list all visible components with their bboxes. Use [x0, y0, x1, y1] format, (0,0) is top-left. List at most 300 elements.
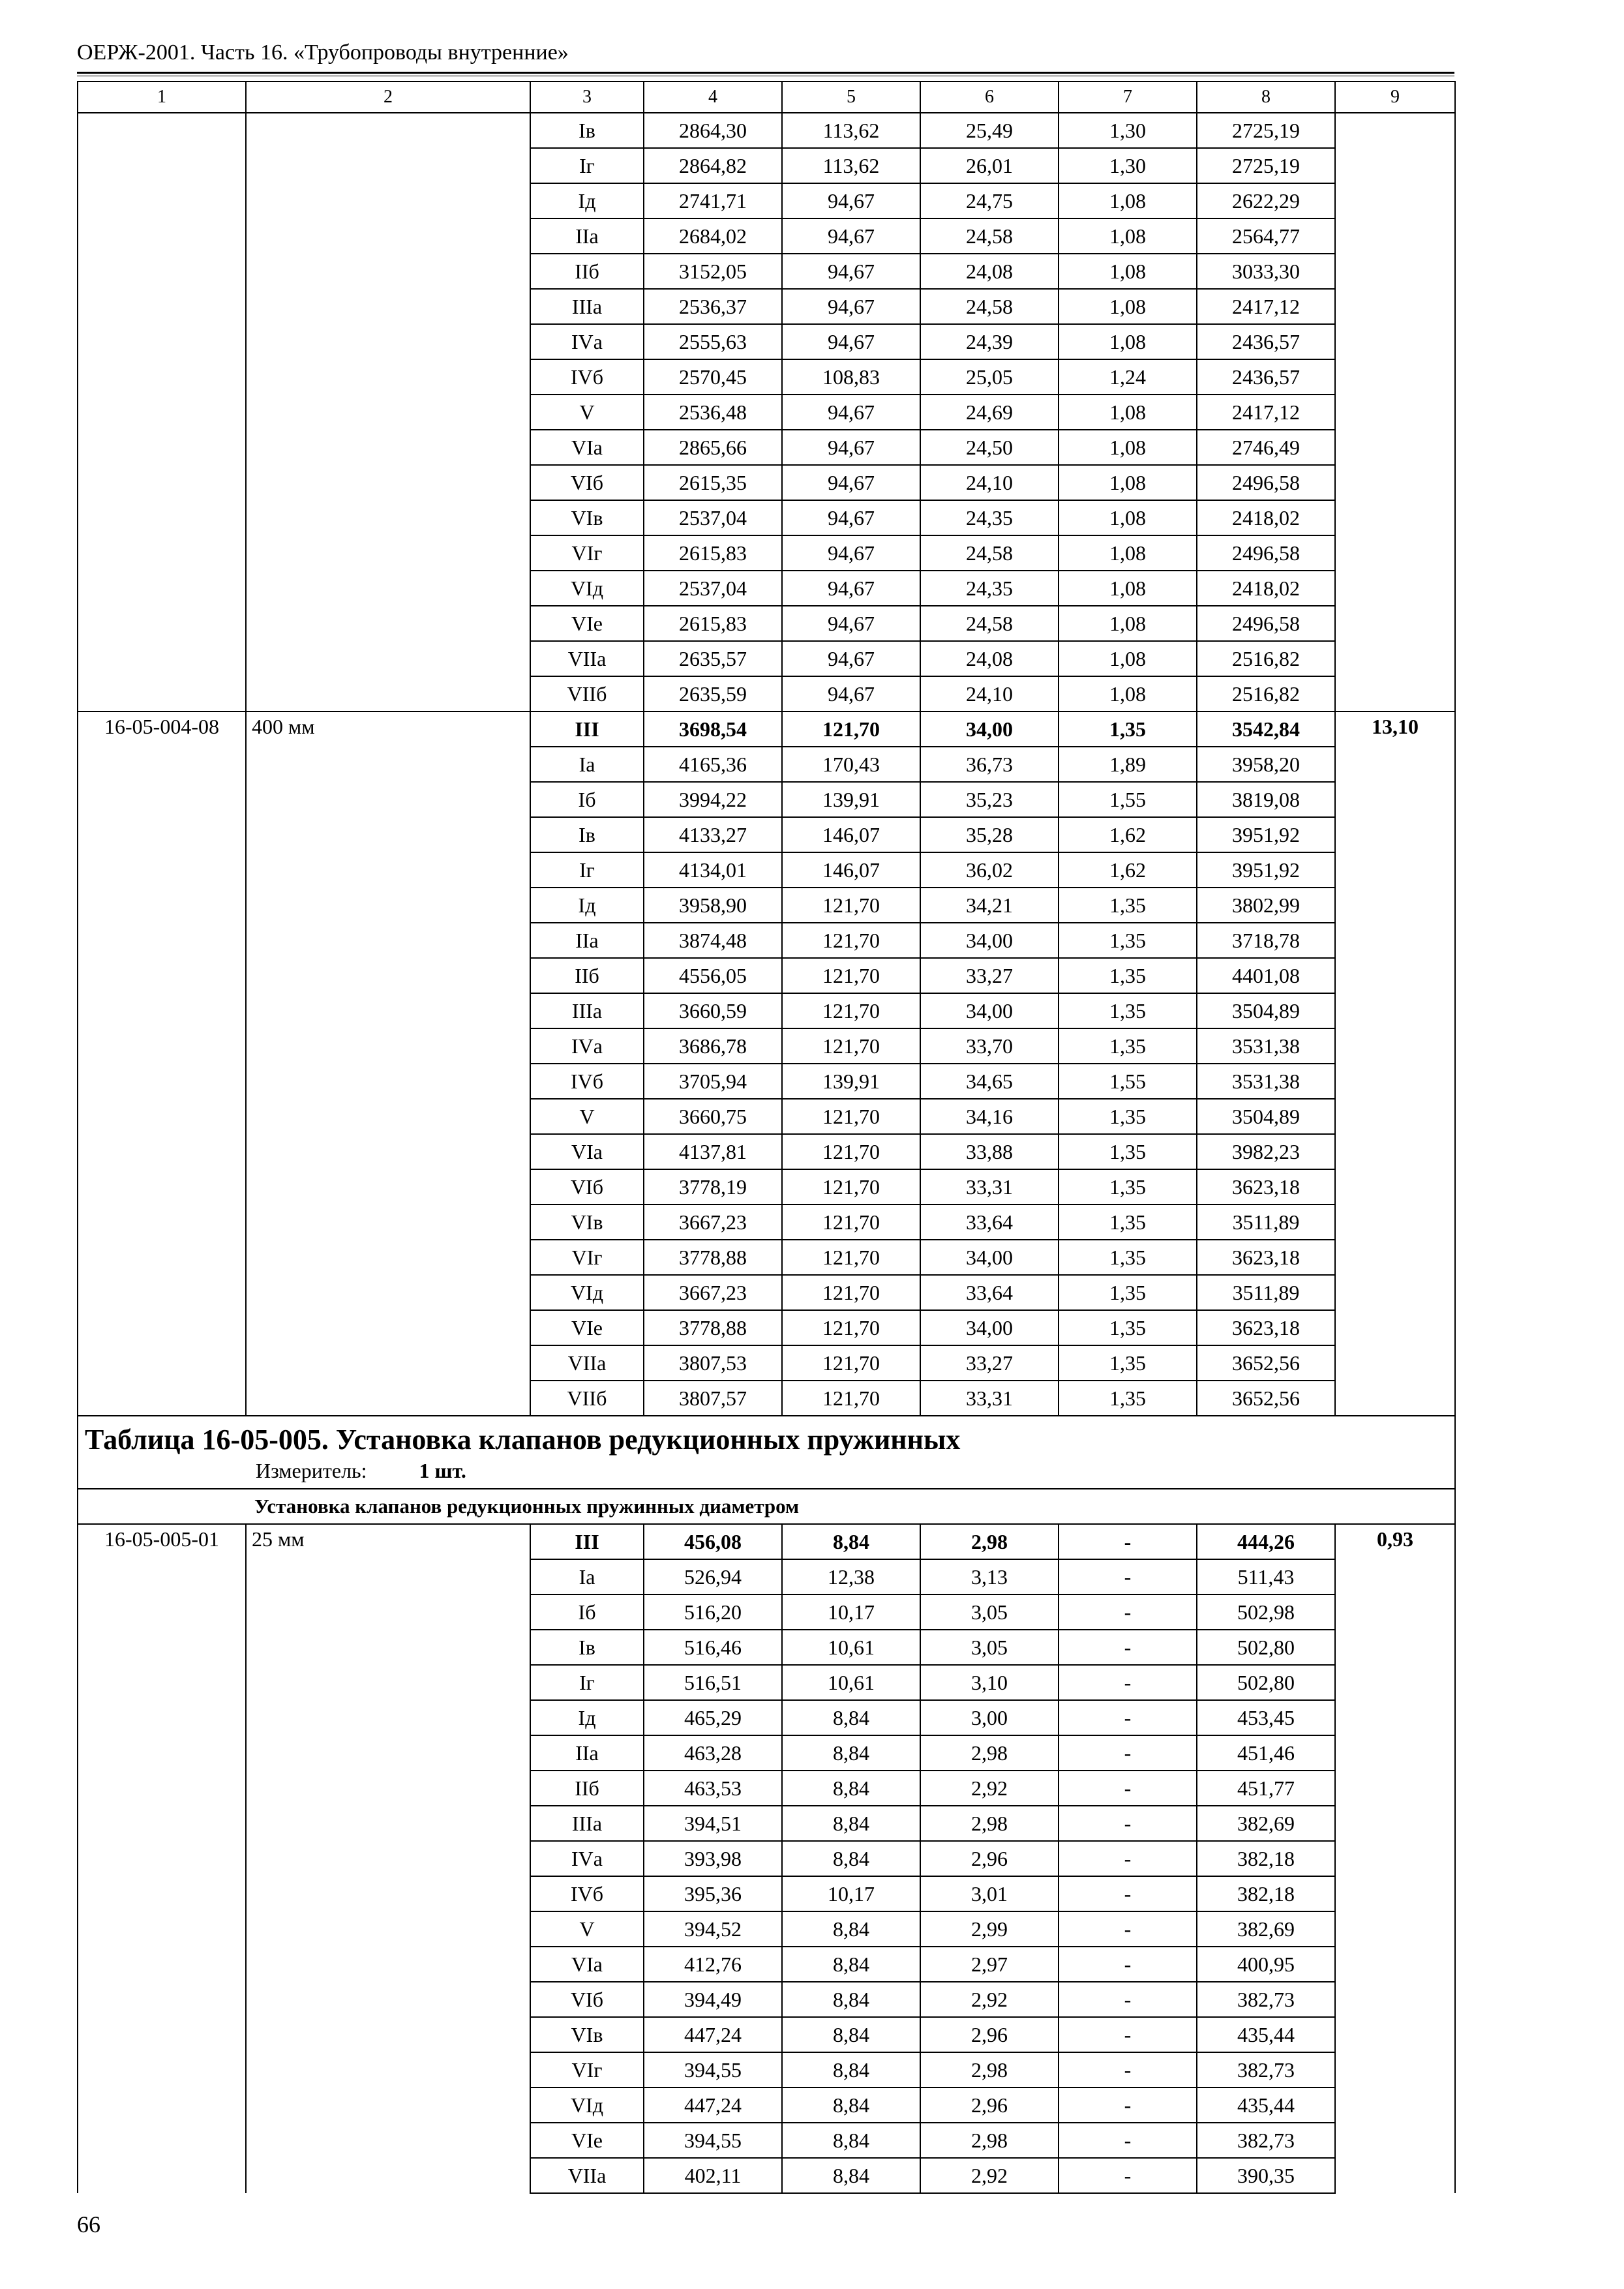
value-cell: 3982,23 [1197, 1134, 1335, 1169]
zone-cell: III [530, 1524, 644, 1559]
value-cell: 94,67 [782, 500, 920, 535]
value-cell: 2536,48 [644, 395, 782, 430]
value-cell: 94,67 [782, 535, 920, 571]
value-cell: 2,92 [920, 1982, 1059, 2017]
zone-cell: VIг [530, 2052, 644, 2087]
zone-cell: IVб [530, 359, 644, 395]
value-cell: 33,70 [920, 1028, 1059, 1064]
value-cell: 12,38 [782, 1559, 920, 1594]
zone-cell: IVб [530, 1876, 644, 1911]
value-cell: 94,67 [782, 465, 920, 500]
value-cell: 2,96 [920, 2017, 1059, 2052]
value-cell: 33,64 [920, 1204, 1059, 1240]
value-cell: 1,08 [1059, 676, 1197, 711]
value-cell: - [1059, 1700, 1197, 1735]
value-cell: 447,24 [644, 2017, 782, 2052]
value-cell: 3718,78 [1197, 923, 1335, 958]
value-cell: - [1059, 1735, 1197, 1771]
value-cell: 2635,59 [644, 676, 782, 711]
value-cell: 456,08 [644, 1524, 782, 1559]
value-cell: 121,70 [782, 1028, 920, 1064]
zone-cell: V [530, 395, 644, 430]
value-cell: 4137,81 [644, 1134, 782, 1169]
zone-cell: VIб [530, 465, 644, 500]
value-cell: 1,08 [1059, 254, 1197, 289]
value-cell: 10,17 [782, 1876, 920, 1911]
value-cell: 2746,49 [1197, 430, 1335, 465]
value-cell: 1,08 [1059, 606, 1197, 641]
value-cell: 24,35 [920, 571, 1059, 606]
column-number: 9 [1335, 82, 1455, 113]
value-cell: 382,73 [1197, 1982, 1335, 2017]
value-cell: 8,84 [782, 1947, 920, 1982]
subtitle-row [78, 1489, 1455, 1524]
value-cell: 24,39 [920, 324, 1059, 359]
value-cell: 3,13 [920, 1559, 1059, 1594]
rate-code [78, 113, 246, 711]
value-cell: 94,67 [782, 254, 920, 289]
value-cell: 1,35 [1059, 1134, 1197, 1169]
value-cell: 2615,83 [644, 606, 782, 641]
value-cell: 1,08 [1059, 395, 1197, 430]
value-cell: 1,62 [1059, 852, 1197, 888]
value-cell: 1,35 [1059, 711, 1197, 747]
zone-cell: Iг [530, 148, 644, 183]
zone-cell: VIIб [530, 676, 644, 711]
value-cell: 393,98 [644, 1841, 782, 1876]
rates-table [77, 81, 1456, 2194]
value-cell: 3807,57 [644, 1381, 782, 1416]
zone-cell: VIа [530, 430, 644, 465]
value-cell: 121,70 [782, 993, 920, 1028]
table-row [78, 1524, 1455, 1559]
value-cell: 121,70 [782, 1204, 920, 1240]
value-cell: 33,31 [920, 1381, 1059, 1416]
value-cell: 3652,56 [1197, 1381, 1335, 1416]
rate-code: 16-05-005-01 [78, 1524, 246, 2193]
value-cell: 3686,78 [644, 1028, 782, 1064]
table-title-cell [78, 1416, 1455, 1489]
column-number: 8 [1197, 82, 1335, 113]
value-cell: 3033,30 [1197, 254, 1335, 289]
value-cell: 3531,38 [1197, 1028, 1335, 1064]
value-cell: 2,96 [920, 2087, 1059, 2123]
value-cell: 94,67 [782, 606, 920, 641]
value-cell: 3511,89 [1197, 1275, 1335, 1310]
value-cell: 1,08 [1059, 465, 1197, 500]
value-cell: 3623,18 [1197, 1240, 1335, 1275]
value-cell: 1,35 [1059, 993, 1197, 1028]
meter-line [256, 1459, 1454, 1483]
value-cell: 2564,77 [1197, 218, 1335, 254]
value-cell: 94,67 [782, 430, 920, 465]
value-cell: 3705,94 [644, 1064, 782, 1099]
value-cell: 3,10 [920, 1665, 1059, 1700]
value-cell: - [1059, 1947, 1197, 1982]
value-cell: 8,84 [782, 2087, 920, 2123]
value-cell: 2635,57 [644, 641, 782, 676]
value-cell: - [1059, 1841, 1197, 1876]
value-cell: - [1059, 1982, 1197, 2017]
value-cell: 2,99 [920, 1911, 1059, 1947]
zone-cell: Iг [530, 852, 644, 888]
value-cell: 170,43 [782, 747, 920, 782]
column-number: 2 [246, 82, 530, 113]
value-cell: 394,51 [644, 1806, 782, 1841]
value-cell: 2436,57 [1197, 324, 1335, 359]
value-cell: 516,51 [644, 1665, 782, 1700]
value-cell: 1,08 [1059, 500, 1197, 535]
value-cell: 435,44 [1197, 2017, 1335, 2052]
value-cell: 35,23 [920, 782, 1059, 817]
value-cell: 34,00 [920, 1240, 1059, 1275]
value-cell: 24,75 [920, 183, 1059, 218]
value-cell: 121,70 [782, 923, 920, 958]
value-cell: 1,89 [1059, 747, 1197, 782]
value-cell: 1,35 [1059, 888, 1197, 923]
value-cell: 8,84 [782, 1700, 920, 1735]
value-cell: 2,92 [920, 1771, 1059, 1806]
value-cell: 2615,83 [644, 535, 782, 571]
zone-cell: Iв [530, 113, 644, 148]
value-cell: 34,21 [920, 888, 1059, 923]
value-cell: 2496,58 [1197, 606, 1335, 641]
zone-cell: V [530, 1099, 644, 1134]
value-cell: 3819,08 [1197, 782, 1335, 817]
value-cell: 4134,01 [644, 852, 782, 888]
value-cell: 526,94 [644, 1559, 782, 1594]
zone-cell: VIд [530, 2087, 644, 2123]
value-cell: 1,35 [1059, 923, 1197, 958]
value-cell: 465,29 [644, 1700, 782, 1735]
value-cell: 10,61 [782, 1665, 920, 1700]
table-subtitle: Установка клапанов редукционных пружинных диаметром [78, 1489, 1455, 1524]
value-cell: 34,00 [920, 993, 1059, 1028]
value-cell: - [1059, 1876, 1197, 1911]
value-cell: 3531,38 [1197, 1064, 1335, 1099]
zone-cell: VIе [530, 606, 644, 641]
value-cell: - [1059, 1594, 1197, 1630]
value-cell: 4556,05 [644, 958, 782, 993]
value-cell: 1,30 [1059, 113, 1197, 148]
value-cell: 34,65 [920, 1064, 1059, 1099]
value-cell: 1,35 [1059, 1028, 1197, 1064]
value-cell: 33,27 [920, 958, 1059, 993]
value-cell: 36,73 [920, 747, 1059, 782]
value-cell: 3958,20 [1197, 747, 1335, 782]
value-cell: 3504,89 [1197, 1099, 1335, 1134]
value-cell: 511,43 [1197, 1559, 1335, 1594]
value-cell: 34,16 [920, 1099, 1059, 1134]
value-cell: 1,08 [1059, 535, 1197, 571]
zone-cell: Iб [530, 782, 644, 817]
value-cell: 26,01 [920, 148, 1059, 183]
value-cell: 121,70 [782, 958, 920, 993]
value-cell: 8,84 [782, 2158, 920, 2193]
value-cell: 2,97 [920, 1947, 1059, 1982]
zone-cell: VIг [530, 1240, 644, 1275]
value-cell: 24,58 [920, 535, 1059, 571]
value-cell: 94,67 [782, 395, 920, 430]
block-16-05-005-01 [78, 1524, 1455, 2193]
value-cell: 382,73 [1197, 2123, 1335, 2158]
value-cell: 2,92 [920, 2158, 1059, 2193]
zone-cell: VIд [530, 571, 644, 606]
value-cell: 2418,02 [1197, 500, 1335, 535]
rate-description [246, 113, 530, 711]
value-cell: 24,35 [920, 500, 1059, 535]
value-cell: 3802,99 [1197, 888, 1335, 923]
value-cell: 1,35 [1059, 958, 1197, 993]
value-cell: 2536,37 [644, 289, 782, 324]
value-cell: 3152,05 [644, 254, 782, 289]
value-cell: - [1059, 1806, 1197, 1841]
value-cell: 453,45 [1197, 1700, 1335, 1735]
value-cell: 1,35 [1059, 1169, 1197, 1204]
value-cell: 2417,12 [1197, 289, 1335, 324]
value-cell: 35,28 [920, 817, 1059, 852]
value-cell: 121,70 [782, 711, 920, 747]
value-cell: 146,07 [782, 852, 920, 888]
value-cell: - [1059, 2087, 1197, 2123]
zone-cell: IIа [530, 218, 644, 254]
value-cell: 3807,53 [644, 1345, 782, 1381]
value-cell: 382,73 [1197, 2052, 1335, 2087]
value-cell: 1,08 [1059, 430, 1197, 465]
value-cell: - [1059, 2017, 1197, 2052]
column-number: 4 [644, 82, 782, 113]
value-cell: 24,08 [920, 254, 1059, 289]
value-cell: 121,70 [782, 1240, 920, 1275]
value-cell: 8,84 [782, 1524, 920, 1559]
zone-cell: Iд [530, 1700, 644, 1735]
meter-label: Измеритель: [256, 1459, 367, 1482]
value-cell: 3951,92 [1197, 817, 1335, 852]
zone-cell: VIб [530, 1169, 644, 1204]
zone-cell: VIа [530, 1134, 644, 1169]
value-cell: 24,58 [920, 606, 1059, 641]
value-cell: 2417,12 [1197, 395, 1335, 430]
value-cell: 3,01 [920, 1876, 1059, 1911]
value-cell: 121,70 [782, 1310, 920, 1345]
value-cell: 3874,48 [644, 923, 782, 958]
value-cell: 390,35 [1197, 2158, 1335, 2193]
block-continuation [78, 113, 1455, 711]
value-cell: 94,67 [782, 218, 920, 254]
value-cell: 121,70 [782, 1134, 920, 1169]
value-cell: 2741,71 [644, 183, 782, 218]
value-cell: 2555,63 [644, 324, 782, 359]
value-cell: 382,18 [1197, 1876, 1335, 1911]
value-cell: 400,95 [1197, 1947, 1335, 1982]
value-cell: 2,98 [920, 2123, 1059, 2158]
value-cell: 24,08 [920, 641, 1059, 676]
value-cell: 24,50 [920, 430, 1059, 465]
zone-cell: Iб [530, 1594, 644, 1630]
value-cell: 8,84 [782, 1771, 920, 1806]
zone-cell: Iв [530, 817, 644, 852]
zone-cell: IIб [530, 1771, 644, 1806]
page-number: 66 [77, 2211, 100, 2237]
value-cell: 24,69 [920, 395, 1059, 430]
table-row [78, 711, 1455, 747]
value-cell: 2,98 [920, 1735, 1059, 1771]
value-cell: 8,84 [782, 2123, 920, 2158]
value-cell: 447,24 [644, 2087, 782, 2123]
value-cell: 94,67 [782, 289, 920, 324]
labor-cost: 0,93 [1335, 1524, 1455, 2193]
value-cell: 451,46 [1197, 1735, 1335, 1771]
value-cell: 121,70 [782, 1275, 920, 1310]
value-cell: 8,84 [782, 1841, 920, 1876]
value-cell: 2516,82 [1197, 641, 1335, 676]
value-cell: 3,00 [920, 1700, 1059, 1735]
value-cell: 36,02 [920, 852, 1059, 888]
value-cell: 3623,18 [1197, 1169, 1335, 1204]
zone-cell: VIа [530, 1947, 644, 1982]
zone-cell: IVа [530, 324, 644, 359]
table-title: Таблица 16-05-005. Установка клапанов редукционных пружинных [85, 1424, 961, 1456]
value-cell: 2570,45 [644, 359, 782, 395]
zone-cell: VIIб [530, 1381, 644, 1416]
value-cell: 2725,19 [1197, 113, 1335, 148]
value-cell: 8,84 [782, 1735, 920, 1771]
zone-cell: Iа [530, 1559, 644, 1594]
value-cell: 94,67 [782, 641, 920, 676]
column-number: 7 [1059, 82, 1197, 113]
zone-cell: VIIа [530, 1345, 644, 1381]
labor-cost: 13,10 [1335, 711, 1455, 1416]
value-cell: 108,83 [782, 359, 920, 395]
value-cell: 1,55 [1059, 1064, 1197, 1099]
value-cell: 1,35 [1059, 1345, 1197, 1381]
value-cell: 3778,88 [644, 1310, 782, 1345]
value-cell: 394,55 [644, 2123, 782, 2158]
value-cell: 113,62 [782, 113, 920, 148]
value-cell: 1,35 [1059, 1275, 1197, 1310]
value-cell: 4133,27 [644, 817, 782, 852]
zone-cell: VIе [530, 1310, 644, 1345]
rate-description: 400 мм [246, 711, 530, 1416]
value-cell: 10,17 [782, 1594, 920, 1630]
zone-cell: IIб [530, 254, 644, 289]
zone-cell: IIа [530, 923, 644, 958]
value-cell: 24,10 [920, 465, 1059, 500]
value-cell: 395,36 [644, 1876, 782, 1911]
value-cell: 2537,04 [644, 500, 782, 535]
value-cell: 2,98 [920, 1806, 1059, 1841]
zone-cell: VIв [530, 2017, 644, 2052]
value-cell: 33,27 [920, 1345, 1059, 1381]
value-cell: 1,08 [1059, 289, 1197, 324]
value-cell: 8,84 [782, 1806, 920, 1841]
zone-cell: VIIа [530, 641, 644, 676]
value-cell: 2864,30 [644, 113, 782, 148]
zone-cell: III [530, 711, 644, 747]
zone-cell: IIIа [530, 1806, 644, 1841]
value-cell: 1,08 [1059, 324, 1197, 359]
value-cell: 382,69 [1197, 1806, 1335, 1841]
value-cell: - [1059, 2052, 1197, 2087]
value-cell: 1,35 [1059, 1381, 1197, 1416]
value-cell: 3778,88 [644, 1240, 782, 1275]
value-cell: 1,24 [1059, 359, 1197, 395]
value-cell: 94,67 [782, 324, 920, 359]
rate-code: 16-05-004-08 [78, 711, 246, 1416]
value-cell: 516,20 [644, 1594, 782, 1630]
value-cell: - [1059, 1771, 1197, 1806]
value-cell: 502,98 [1197, 1594, 1335, 1630]
value-cell: - [1059, 1665, 1197, 1700]
value-cell: 1,35 [1059, 1204, 1197, 1240]
value-cell: 3,05 [920, 1594, 1059, 1630]
value-cell: 8,84 [782, 1911, 920, 1947]
value-cell: 121,70 [782, 1345, 920, 1381]
table-body-top [78, 82, 1455, 113]
value-cell: 3667,23 [644, 1204, 782, 1240]
value-cell: 2,98 [920, 1524, 1059, 1559]
column-number: 5 [782, 82, 920, 113]
value-cell: 451,77 [1197, 1771, 1335, 1806]
zone-cell: VIд [530, 1275, 644, 1310]
value-cell: 3951,92 [1197, 852, 1335, 888]
value-cell: 10,61 [782, 1630, 920, 1665]
value-cell: 1,35 [1059, 1240, 1197, 1275]
meter-value: 1 шт. [419, 1459, 466, 1482]
value-cell: 3623,18 [1197, 1310, 1335, 1345]
value-cell: 1,30 [1059, 148, 1197, 183]
value-cell: 394,55 [644, 2052, 782, 2087]
value-cell: 463,53 [644, 1771, 782, 1806]
value-cell: 3660,59 [644, 993, 782, 1028]
value-cell: 94,67 [782, 676, 920, 711]
value-cell: 34,00 [920, 1310, 1059, 1345]
value-cell: 3542,84 [1197, 711, 1335, 747]
zone-cell: VIв [530, 1204, 644, 1240]
value-cell: - [1059, 1630, 1197, 1665]
value-cell: - [1059, 2123, 1197, 2158]
value-cell: 2496,58 [1197, 535, 1335, 571]
value-cell: 444,26 [1197, 1524, 1335, 1559]
zone-cell: VIб [530, 1982, 644, 2017]
value-cell: - [1059, 2158, 1197, 2193]
value-cell: 8,84 [782, 2017, 920, 2052]
value-cell: 1,08 [1059, 571, 1197, 606]
value-cell: 1,55 [1059, 782, 1197, 817]
value-cell: 382,69 [1197, 1911, 1335, 1947]
column-numbers-row [78, 82, 1455, 113]
value-cell: 2,98 [920, 2052, 1059, 2087]
value-cell: 25,05 [920, 359, 1059, 395]
value-cell: 139,91 [782, 782, 920, 817]
value-cell: 2418,02 [1197, 571, 1335, 606]
zone-cell: Iг [530, 1665, 644, 1700]
value-cell: 34,00 [920, 923, 1059, 958]
zone-cell: Iв [530, 1630, 644, 1665]
value-cell: 2537,04 [644, 571, 782, 606]
zone-cell: Iд [530, 183, 644, 218]
value-cell: 3660,75 [644, 1099, 782, 1134]
value-cell: 1,08 [1059, 641, 1197, 676]
value-cell: 3778,19 [644, 1169, 782, 1204]
value-cell: 121,70 [782, 1169, 920, 1204]
value-cell: 1,08 [1059, 183, 1197, 218]
value-cell: 516,46 [644, 1630, 782, 1665]
value-cell: - [1059, 1524, 1197, 1559]
value-cell: 24,58 [920, 218, 1059, 254]
zone-cell: IVа [530, 1841, 644, 1876]
value-cell: 435,44 [1197, 2087, 1335, 2123]
